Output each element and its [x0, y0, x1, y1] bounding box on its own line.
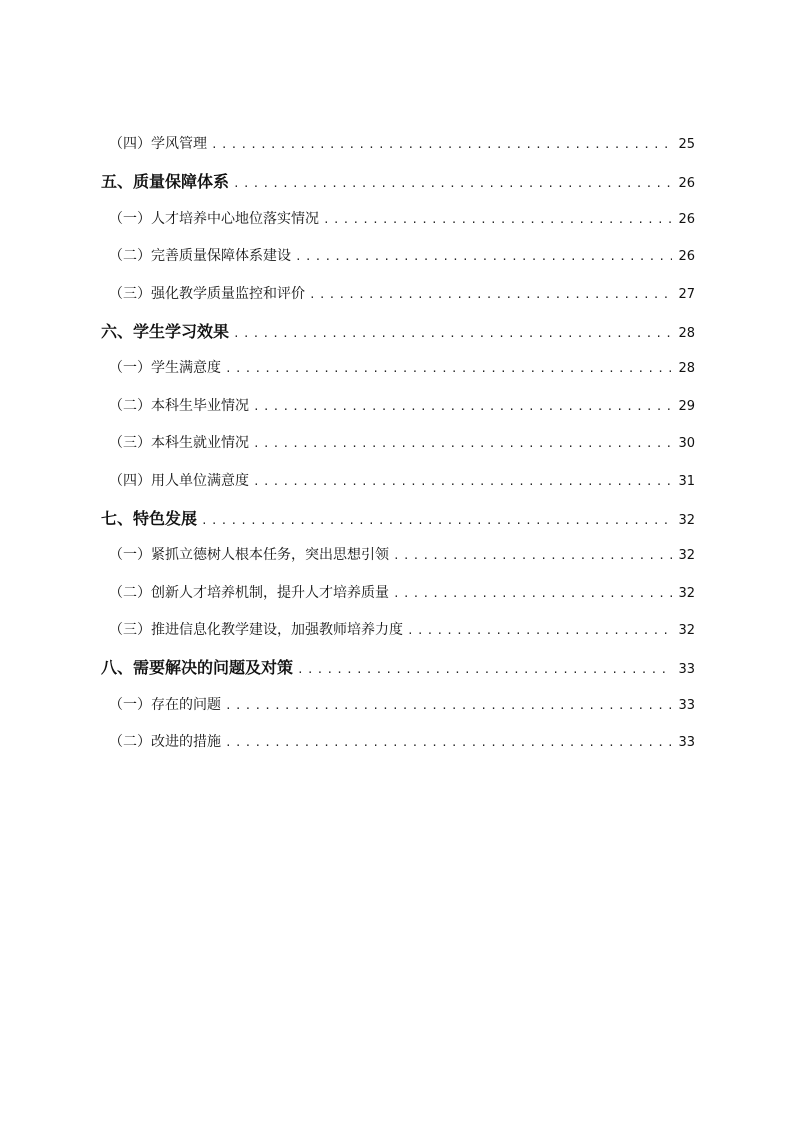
toc-entry-yongren-danwei[interactable]: [0, 463, 793, 500]
toc-entry-title: （四）用人单位满意度: [109, 472, 249, 489]
toc-page-number: 32: [678, 512, 695, 528]
toc-entry-title: （二）完善质量保障体系建设: [109, 248, 291, 265]
toc-page-number: 26: [678, 176, 695, 192]
toc-page-number: 31: [678, 473, 695, 489]
toc-entry-title: （四）学风管理: [109, 136, 207, 152]
toc-chapter-title: 八、需要解决的问题及对策: [101, 658, 294, 678]
toc-entry-xinxihua-jiaoxue[interactable]: [0, 612, 793, 649]
toc-dot-leader: [323, 201, 672, 238]
toc-entry-gaijin-cuoshi[interactable]: [0, 724, 793, 761]
toc-entry-rencai-peiyang-zhongxin[interactable]: [0, 201, 793, 238]
toc-entry-wanshan-baozhang-tixi[interactable]: [0, 238, 793, 275]
toc-entry-title: （一）人才培养中心地位落实情况: [109, 210, 319, 227]
toc-dot-leader: [393, 537, 672, 574]
toc-page-number: 33: [678, 662, 695, 678]
toc-page-number: 27: [678, 286, 695, 302]
toc-entry-title: （三）推进信息化教学建设，加强教师培养力度: [109, 622, 403, 639]
toc-chapter-zhiliang-baozhang[interactable]: [0, 163, 793, 200]
toc-dot-leader: [253, 388, 672, 425]
toc-chapter-xuesheng-xuexi[interactable]: [0, 313, 793, 350]
toc-dot-leader: [225, 687, 672, 724]
toc-dot-leader: [253, 463, 672, 500]
toc-entry-title: （二）创新人才培养机制，提升人才培养质量: [109, 584, 389, 601]
toc-page-number: 32: [678, 548, 695, 564]
toc-chapter-title: 五、质量保障体系: [101, 172, 230, 192]
toc-dot-leader: [309, 276, 672, 313]
toc-dot-leader: [225, 350, 672, 387]
toc-entry-biye-qingkuang[interactable]: [0, 388, 793, 425]
toc-dot-leader: [233, 165, 672, 202]
toc-chapter-title: 六、学生学习效果: [101, 321, 230, 341]
toc-dot-leader: [295, 238, 672, 275]
toc-page-number: 33: [678, 697, 695, 713]
toc-entry-lide-shuren[interactable]: [0, 537, 793, 574]
toc-dot-leader: [253, 425, 672, 462]
toc-entry-xuefeng-guanli[interactable]: [0, 126, 793, 163]
toc-chapter-tese-fazhan[interactable]: [0, 500, 793, 537]
toc-dot-leader: [211, 126, 672, 163]
toc-dot-leader: [393, 575, 672, 612]
toc-entry-title: （一）存在的问题: [109, 696, 221, 713]
toc-page-number: 33: [678, 735, 695, 751]
toc-entry-title: （三）本科生就业情况: [109, 435, 249, 452]
toc-entry-title: （二）本科生毕业情况: [109, 397, 249, 414]
toc-chapter-wenti-duice[interactable]: [0, 649, 793, 686]
toc-dot-leader: [407, 612, 672, 649]
toc-dot-leader: [297, 651, 672, 688]
toc-page-number: 26: [678, 211, 695, 227]
toc-page-number: 28: [678, 325, 695, 341]
toc-entry-title: （三）强化教学质量监控和评价: [109, 285, 305, 302]
toc-entry-title: （一）紧抓立德树人根本任务，突出思想引领: [109, 547, 389, 564]
toc-page-number: 29: [678, 398, 695, 414]
toc-dot-leader: [225, 724, 672, 761]
toc-entry-xuesheng-manyidu[interactable]: [0, 350, 793, 387]
toc-entry-title: （一）学生满意度: [109, 360, 221, 377]
toc-entry-cunzai-wenti[interactable]: [0, 687, 793, 724]
toc-page-number: 32: [678, 623, 695, 639]
table-of-contents: [0, 126, 793, 762]
toc-dot-leader: [233, 315, 672, 352]
toc-page-number: 30: [678, 436, 695, 452]
toc-entry-title: （二）改进的措施: [109, 734, 221, 751]
toc-dot-leader: [201, 502, 672, 539]
toc-page-number: 25: [678, 137, 695, 152]
toc-entry-jiuye-qingkuang[interactable]: [0, 425, 793, 462]
toc-page-number: 28: [678, 361, 695, 377]
toc-chapter-title: 七、特色发展: [101, 508, 198, 528]
toc-entry-jiaoxue-zhiliang-jiankong[interactable]: [0, 276, 793, 313]
toc-page-number: 26: [678, 249, 695, 265]
toc-entry-chuangxin-jizhi[interactable]: [0, 575, 793, 612]
toc-page-number: 32: [678, 585, 695, 601]
